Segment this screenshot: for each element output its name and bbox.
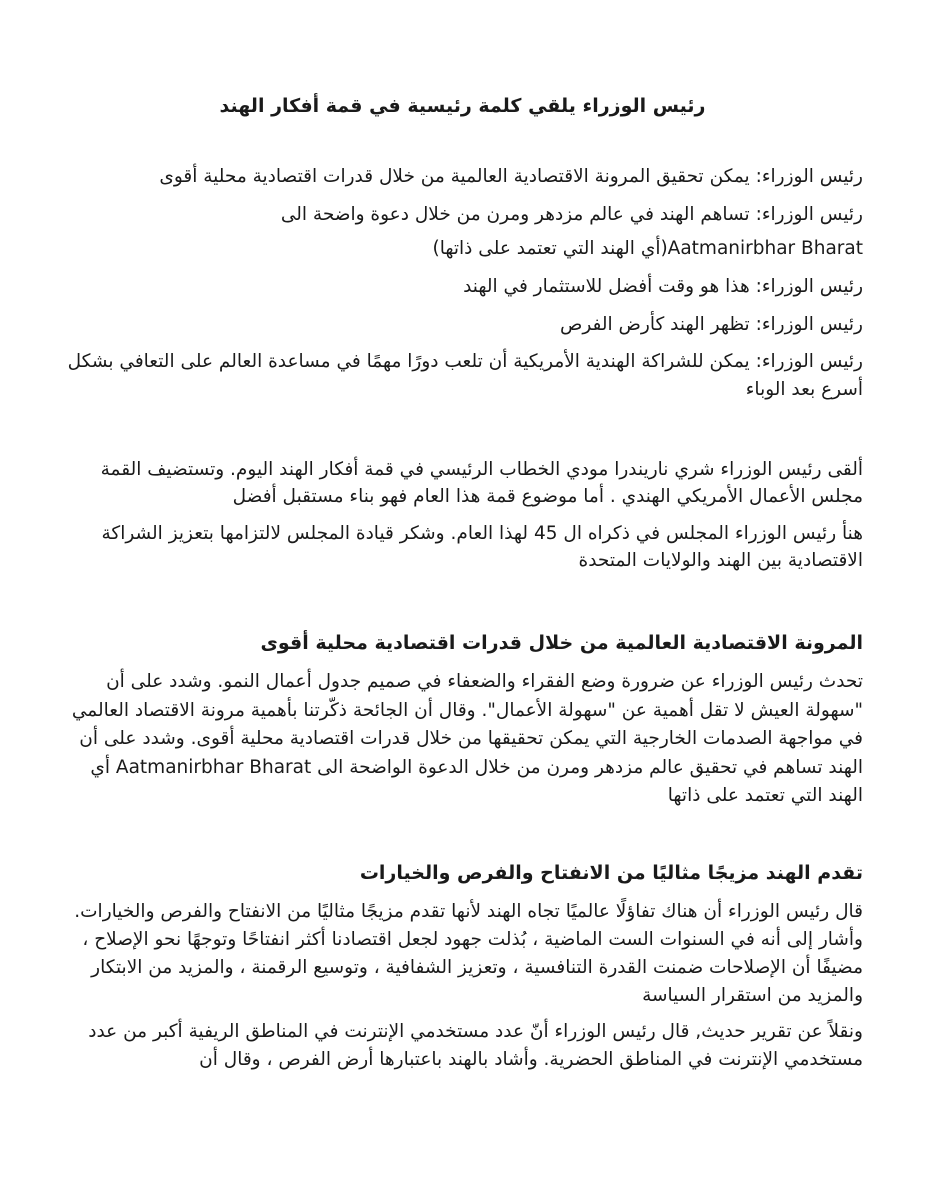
intro-paragraph: هنأ رئيس الوزراء المجلس في ذكراه ال 45 لهذا العام. وشكر قيادة المجلس لالتزامها بتعزيز الشراكة الاقتصادية بين الهند والولايات المتحدة xyxy=(101,523,863,571)
section-openness-opportunities xyxy=(62,858,863,1082)
section-paragraph: تحدث رئيس الوزراء عن ضرورة وضع الفقراء والضعفاء في صميم جدول أعمال النمو. وشدد على أن "سهولة العيش لا تقل أهمية عن "سهولة الأعمال". وقال أن الجائحة ذكّرتنا بأهمية مرونة الاقتصاد العالمي في مواجهة الصدمات الخارجية التي يمكن تحقيقها من خلال قدرات اقتصادية محلية أقوى. وشدد على أن الهند تساهم في تحقيق عالم مزدهر ومرن من خلال الدعوة الواضحة الى Aatmanirbhar Bharat أي الهند التي تعتمد على ذاتها xyxy=(71,671,863,806)
section-paragraph: قال رئيس الوزراء أن هناك تفاؤلًا عالميًا تجاه الهند لأنها تقدم مزيجًا مثاليًا من الانفتاح والفرص والخيارات. وأشار إلى أنه في السنوات الست الماضية ، بُذلت جهود لجعل اقتصادنا أكثر انفتاحًا وتوجهًا نحو الإصلاح ، مضيفًا أن الإصلاحات ضمنت القدرة التنافسية ، وتعزيز الشفافية ، وتوسيع الرقمنة ، والمزيد من الابتكار والمزيد من استقرار السياسة xyxy=(74,901,863,1006)
intro-paragraph: ألقى رئيس الوزراء شري ناريندرا مودي الخطاب الرئيسي في قمة أفكار الهند اليوم. وتستضيف القمة مجلس الأعمال الأمريكي الهندي . أما موضوع قمة هذا العام فهو بناء مستقبل أفضل xyxy=(100,459,863,507)
section-economic-resilience xyxy=(62,628,863,811)
highlight-item: رئيس الوزراء: هذا هو وقت أفضل للاستثمار في الهند xyxy=(463,276,863,297)
highlight-item: رئيس الوزراء: تظهر الهند كأرض الفرص xyxy=(559,314,863,335)
highlight-item: رئيس الوزراء: يمكن للشراكة الهندية الأمريكية أن تلعب دورًا مهمًا في مساعدة العالم على التعافي بشكل أسرع بعد الوباء xyxy=(67,351,863,400)
highlight-item: رئيس الوزراء: تساهم الهند في عالم مزدهر ومرن من خلال دعوة واضحة الى xyxy=(280,204,863,225)
section-paragraph: ونقلاً عن تقرير حديث, قال رئيس الوزراء أنّ عدد مستخدمي الإنترنت في المناطق الريفية أكبر من عدد مستخدمي الإنترنت في المناطق الحضرية. وأشاد بالهند باعتبارها أرض الفرص ، وقال أن xyxy=(88,1021,863,1070)
highlight-item: Aatmanirbhar Bharat(أي الهند التي تعتمد على ذاتها) xyxy=(432,238,863,259)
highlight-item: رئيس الوزراء: يمكن تحقيق المرونة الاقتصادية العالمية من خلال قدرات اقتصادية محلية أقوى xyxy=(159,166,863,187)
intro-section xyxy=(62,456,863,584)
document-title: رئيس الوزراء يلقي كلمة رئيسية في قمة أفكار الهند xyxy=(219,95,706,117)
highlights-list xyxy=(62,162,863,412)
section-heading: المرونة الاقتصادية العالمية من خلال قدرات اقتصادية محلية أقوى xyxy=(260,632,863,654)
section-heading: تقدم الهند مزيجًا مثاليًا من الانفتاح والفرص والخيارات xyxy=(359,862,863,884)
